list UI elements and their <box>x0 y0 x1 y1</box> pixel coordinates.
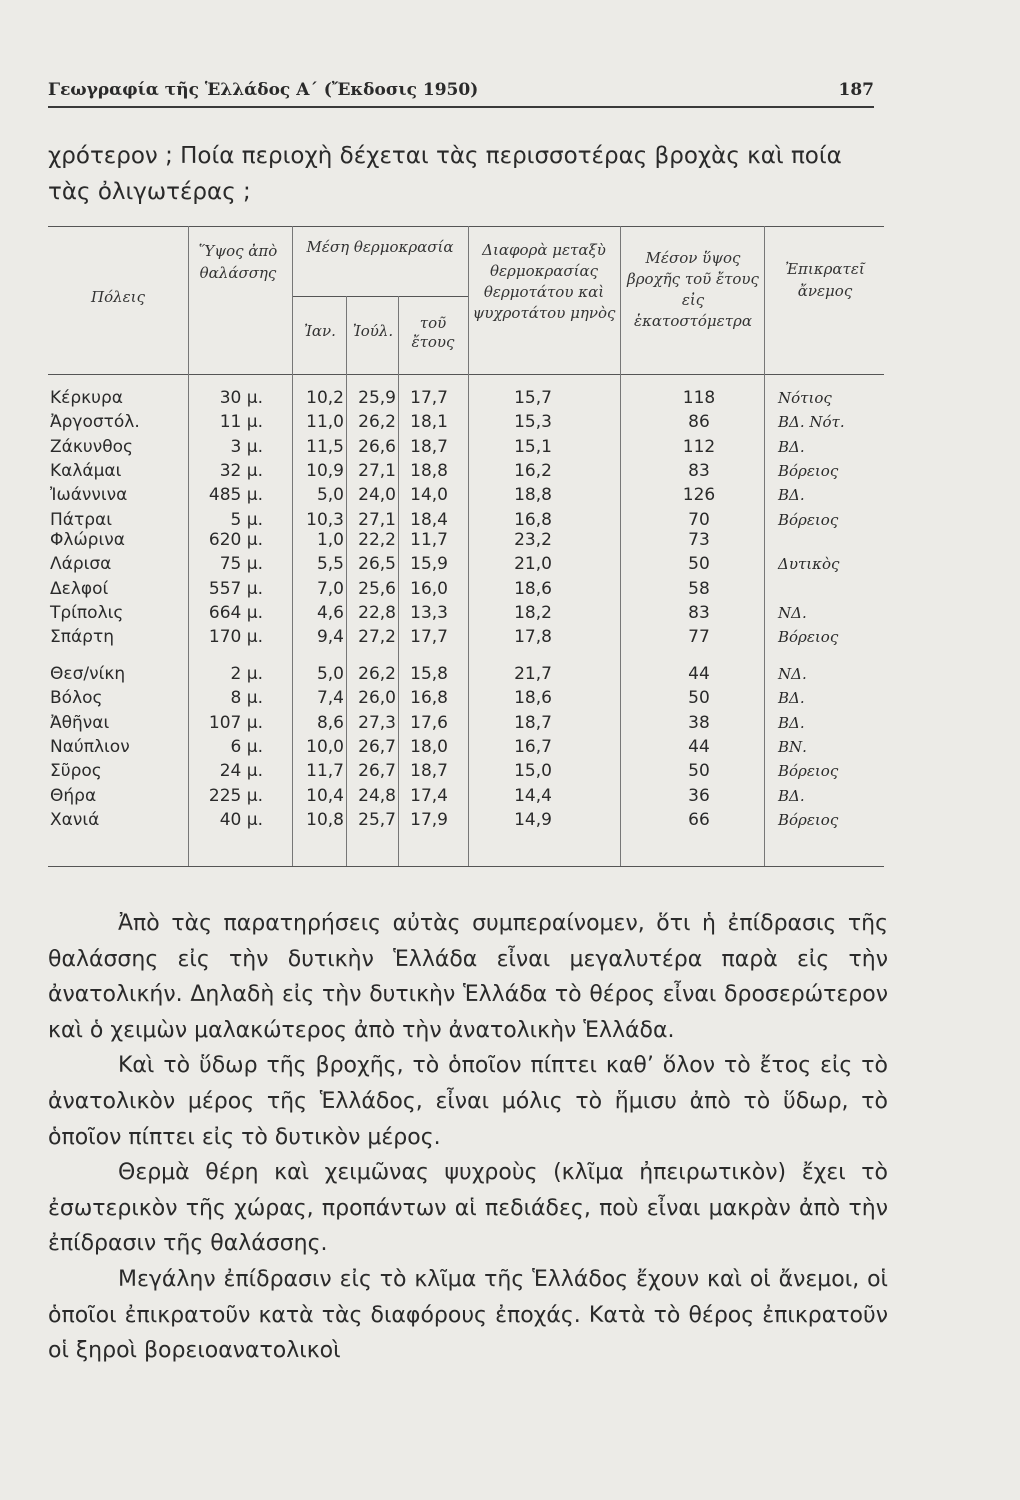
jan-temp-cell: 7,0 <box>316 578 344 599</box>
header-city: Πόλεις <box>91 288 145 306</box>
jul-temp-cell: 25,9 <box>358 388 396 408</box>
wind-cell: Βόρειος <box>778 628 839 647</box>
temp-diff-cell: 17,8 <box>514 627 552 648</box>
year-temp-cell: 15,9 <box>410 554 448 575</box>
wind-cell: ΒΔ. <box>778 689 805 708</box>
city-cell: Σπάρτη <box>50 627 114 648</box>
jan-temp-cell: 1,0 <box>316 530 344 550</box>
table-row <box>48 435 884 459</box>
year-temp-cell: 14,0 <box>410 485 448 506</box>
header-title: Γεωγραφία τῆς Ἑλλάδος Α΄ (Ἔκδοσις 1950) <box>48 80 479 100</box>
rainfall-cell: 86 <box>688 412 710 433</box>
wind-cell: Νότιος <box>778 389 832 407</box>
year-temp-cell: 18,4 <box>410 509 448 530</box>
temp-diff-cell: 15,3 <box>514 412 552 433</box>
altitude-cell: 32 μ. <box>219 460 263 481</box>
jan-temp-cell: 5,0 <box>316 664 344 684</box>
rainfall-cell: 50 <box>688 688 710 709</box>
rainfall-cell: 118 <box>682 388 716 408</box>
altitude-cell: 664 μ. <box>208 602 263 623</box>
altitude-cell: 40 μ. <box>219 809 263 830</box>
rainfall-cell: 38 <box>688 712 710 733</box>
header-year: τοῦ ἔτους <box>411 314 455 351</box>
altitude-cell: 75 μ. <box>219 554 263 575</box>
table-row <box>48 410 884 434</box>
rainfall-cell: 50 <box>688 761 710 782</box>
rainfall-cell: 77 <box>688 627 710 648</box>
year-temp-cell: 18,7 <box>410 436 448 457</box>
temp-diff-cell: 16,8 <box>514 509 552 530</box>
year-temp-cell: 17,7 <box>410 388 448 408</box>
wind-cell: ΒΔ. <box>778 713 805 732</box>
jan-temp-cell: 5,0 <box>316 485 344 506</box>
year-temp-cell: 18,1 <box>410 412 448 433</box>
rainfall-cell: 126 <box>682 485 716 506</box>
table-row <box>48 808 884 832</box>
table-row <box>48 552 884 576</box>
table-row <box>48 459 884 483</box>
paragraph: Ἀπὸ τὰς παρατηρήσεις αὐτὰς συμπεραίνομεν, ὅτι ἡ ἐπίδρασις τῆς θαλάσσης εἰς τὴν δυτικὴν Ἑλλάδα εἶναι μεγαλυτέρα παρὰ εἰς τὴν ἀνατολικήν. Δηλαδὴ εἰς τὴν δυτικὴν Ἑλλάδα τὸ θέρος εἶναι δροσερώτερον καὶ ὁ χειμὼν μαλακώτερος ἀπὸ τὴν ἀνατολικὴν Ἑλλάδα. <box>48 911 888 1043</box>
temp-diff-cell: 21,7 <box>514 664 552 684</box>
temp-diff-cell: 23,2 <box>514 530 552 550</box>
altitude-cell: 6 μ. <box>230 736 263 757</box>
year-temp-cell: 17,6 <box>410 712 448 733</box>
jan-temp-cell: 9,4 <box>316 627 344 648</box>
page-number: 187 <box>838 80 874 100</box>
city-cell: Πάτραι <box>50 509 112 530</box>
year-temp-cell: 11,7 <box>410 530 448 550</box>
city-cell: Λάρισα <box>50 554 112 575</box>
altitude-cell: 5 μ. <box>230 509 263 530</box>
city-cell: Ἀργοστόλ. <box>50 412 140 433</box>
header-jul: Ἰούλ. <box>352 322 394 340</box>
year-temp-cell: 15,8 <box>410 664 448 684</box>
jan-temp-cell: 11,5 <box>306 436 344 457</box>
header-rainfall: Μέσον ὕψος βροχῆς τοῦ ἔτους εἰς ἑκατοστόμετρα <box>627 249 759 330</box>
year-temp-cell: 18,0 <box>410 736 448 757</box>
jul-temp-cell: 26,0 <box>358 688 396 709</box>
rainfall-cell: 70 <box>688 509 710 530</box>
temp-group-rule <box>292 296 468 297</box>
wind-cell: Βόρειος <box>778 510 839 529</box>
year-temp-cell: 17,9 <box>410 809 448 830</box>
table-row <box>48 386 884 410</box>
wind-cell: ΒΝ. <box>778 737 807 756</box>
temp-diff-cell: 15,1 <box>514 436 552 457</box>
paragraph: Θερμὰ θέρη καὶ χειμῶνας ψυχροὺς (κλῖμα ἠπειρωτικὸν) ἔχει τὸ ἐσωτερικὸν τῆς χώρας, προπάντων αἱ πεδιάδες, ποὺ εἶναι μακρὰν ἀπὸ τὴν ἐπίδρασιν τῆς θαλάσσης. <box>48 1160 888 1257</box>
header-temp-diff: Διαφορὰ μεταξὺ θερμοκρασίας θερμοτάτου καὶ ψυχροτάτου μηνὸς <box>472 241 616 322</box>
wind-cell: Βόρειος <box>778 461 839 480</box>
city-cell: Κέρκυρα <box>50 388 123 408</box>
jan-temp-cell: 10,4 <box>306 785 344 806</box>
jan-temp-cell: 10,9 <box>306 460 344 481</box>
wind-cell: Δυτικὸς <box>778 555 840 574</box>
jul-temp-cell: 26,7 <box>358 736 396 757</box>
rainfall-cell: 73 <box>688 530 710 550</box>
jan-temp-cell: 11,7 <box>306 761 344 782</box>
jul-temp-cell: 27,1 <box>358 509 396 530</box>
wind-cell: Βόρειος <box>778 810 839 829</box>
jul-temp-cell: 22,8 <box>358 602 396 623</box>
altitude-cell: 485 μ. <box>208 485 263 506</box>
table-row <box>48 662 884 686</box>
intro-question: χρότερον ; Ποία περιοχὴ δέχεται τὰς περισσοτέρας βροχὰς καὶ ποία τὰς ὀλιγωτέρας ; <box>48 143 842 205</box>
jul-temp-cell: 24,8 <box>358 785 396 806</box>
rainfall-cell: 58 <box>688 578 710 599</box>
year-temp-cell: 17,7 <box>410 627 448 648</box>
rainfall-cell: 66 <box>688 809 710 830</box>
table-row <box>48 711 884 735</box>
temp-diff-cell: 15,0 <box>514 761 552 782</box>
jul-temp-cell: 26,5 <box>358 554 396 575</box>
table-row <box>48 625 884 649</box>
year-temp-cell: 16,0 <box>410 578 448 599</box>
wind-cell: ΒΔ. <box>778 486 805 505</box>
temp-diff-cell: 21,0 <box>514 554 552 575</box>
jan-temp-cell: 10,0 <box>306 736 344 757</box>
temp-diff-cell: 18,7 <box>514 712 552 733</box>
table-row <box>48 601 884 625</box>
table-row <box>48 577 884 601</box>
city-cell: Καλάμαι <box>50 460 122 481</box>
jul-temp-cell: 27,2 <box>358 627 396 648</box>
jul-temp-cell: 26,2 <box>358 412 396 433</box>
city-cell: Ἀθῆναι <box>50 712 110 733</box>
jan-temp-cell: 5,5 <box>316 554 344 575</box>
wind-cell: ΒΔ. <box>778 437 805 456</box>
temp-diff-cell: 18,6 <box>514 578 552 599</box>
jul-temp-cell: 26,6 <box>358 436 396 457</box>
rainfall-cell: 50 <box>688 554 710 575</box>
rainfall-cell: 44 <box>688 664 710 684</box>
running-header <box>48 76 874 108</box>
jul-temp-cell: 25,7 <box>358 809 396 830</box>
paragraph: Καὶ τὸ ὕδωρ τῆς βροχῆς, τὸ ὁποῖον πίπτει καθ’ ὅλον τὸ ἔτος εἰς τὸ ἀνατολικὸν μέρος τῆς Ἑλλάδος, εἶναι μόλις τὸ ἥμισυ ἀπὸ τὸ ὕδωρ, τὸ ὁποῖον πίπτει εἰς τὸ δυτικὸν μέρος. <box>48 1053 888 1150</box>
header-altitude: Ὕψος ἀπὸ θαλάσσης <box>198 242 278 282</box>
year-temp-cell: 16,8 <box>410 688 448 709</box>
altitude-cell: 30 μ. <box>219 388 263 408</box>
header-wind: Ἐπικρατεῖ ἄνεμος <box>785 260 865 300</box>
header-bottom-rule <box>48 374 884 375</box>
temp-diff-cell: 16,7 <box>514 736 552 757</box>
year-temp-cell: 13,3 <box>410 602 448 623</box>
table-bottom-rule <box>48 866 884 867</box>
city-cell: Δελφοί <box>50 578 109 599</box>
jan-temp-cell: 10,2 <box>306 388 344 408</box>
wind-cell: ΒΔ. <box>778 786 805 805</box>
rainfall-cell: 44 <box>688 736 710 757</box>
temp-diff-cell: 14,9 <box>514 809 552 830</box>
city-cell: Ναύπλιον <box>50 736 130 757</box>
city-cell: Βόλος <box>50 688 103 709</box>
table-row <box>48 759 884 783</box>
year-temp-cell: 18,8 <box>410 460 448 481</box>
jan-temp-cell: 10,3 <box>306 509 344 530</box>
temp-diff-cell: 14,4 <box>514 785 552 806</box>
wind-cell: ΝΔ. <box>778 603 807 622</box>
city-cell: Ἰωάννινα <box>50 485 128 506</box>
table-top-rule <box>48 226 884 227</box>
table-row <box>48 784 884 808</box>
jul-temp-cell: 24,0 <box>358 485 396 506</box>
table-row <box>48 483 884 507</box>
temp-diff-cell: 18,6 <box>514 688 552 709</box>
wind-cell: Βόρειος <box>778 762 839 781</box>
body-text <box>48 906 888 1369</box>
temp-diff-cell: 15,7 <box>514 388 552 408</box>
jul-temp-cell: 26,2 <box>358 664 396 684</box>
city-cell: Θεσ/νίκη <box>50 664 126 684</box>
altitude-cell: 24 μ. <box>219 761 263 782</box>
altitude-cell: 170 μ. <box>208 627 263 648</box>
altitude-cell: 620 μ. <box>208 530 263 550</box>
temp-diff-cell: 18,2 <box>514 602 552 623</box>
table-row <box>48 528 884 552</box>
table-row <box>48 686 884 710</box>
jul-temp-cell: 25,6 <box>358 578 396 599</box>
jan-temp-cell: 7,4 <box>316 688 344 709</box>
altitude-cell: 107 μ. <box>208 712 263 733</box>
year-temp-cell: 18,7 <box>410 761 448 782</box>
climate-table <box>48 226 884 866</box>
paragraph: Μεγάλην ἐπίδρασιν εἰς τὸ κλῖμα τῆς Ἑλλάδος ἔχουν καὶ οἱ ἄνεμοι, οἱ ὁποῖοι ἐπικρατοῦν κατὰ τὰς διαφόρους ἐποχάς. Κατὰ τὸ θέρος ἐπικρατοῦν οἱ ξηροὶ βορειοανατολικοὶ <box>48 1266 888 1364</box>
temp-diff-cell: 18,8 <box>514 485 552 506</box>
jul-temp-cell: 22,2 <box>358 530 396 550</box>
jan-temp-cell: 4,6 <box>316 602 344 623</box>
table-row <box>48 735 884 759</box>
city-cell: Θήρα <box>50 785 97 806</box>
city-cell: Ζάκυνθος <box>50 436 133 457</box>
rainfall-cell: 36 <box>688 785 710 806</box>
jan-temp-cell: 8,6 <box>316 712 344 733</box>
jan-temp-cell: 10,8 <box>306 809 344 830</box>
altitude-cell: 3 μ. <box>230 436 263 457</box>
city-cell: Τρίπολις <box>50 602 124 623</box>
altitude-cell: 225 μ. <box>208 785 263 806</box>
rainfall-cell: 83 <box>688 602 710 623</box>
jul-temp-cell: 26,7 <box>358 761 396 782</box>
jul-temp-cell: 27,3 <box>358 712 396 733</box>
wind-cell: ΒΔ. Νότ. <box>778 413 845 432</box>
wind-cell: ΝΔ. <box>778 665 807 683</box>
city-cell: Φλώρινα <box>50 530 125 550</box>
altitude-cell: 2 μ. <box>230 664 263 684</box>
temp-diff-cell: 16,2 <box>514 460 552 481</box>
jan-temp-cell: 11,0 <box>306 412 344 433</box>
rainfall-cell: 83 <box>688 460 710 481</box>
altitude-cell: 11 μ. <box>219 412 263 433</box>
city-cell: Σῦρος <box>50 761 102 782</box>
rainfall-cell: 112 <box>682 436 716 457</box>
header-jan: Ἰαν. <box>304 322 336 340</box>
city-cell: Χανιά <box>50 809 100 830</box>
header-mean-temp: Μέση θερμοκρασία <box>306 238 454 256</box>
year-temp-cell: 17,4 <box>410 785 448 806</box>
jul-temp-cell: 27,1 <box>358 460 396 481</box>
altitude-cell: 8 μ. <box>230 688 263 709</box>
altitude-cell: 557 μ. <box>208 578 263 599</box>
